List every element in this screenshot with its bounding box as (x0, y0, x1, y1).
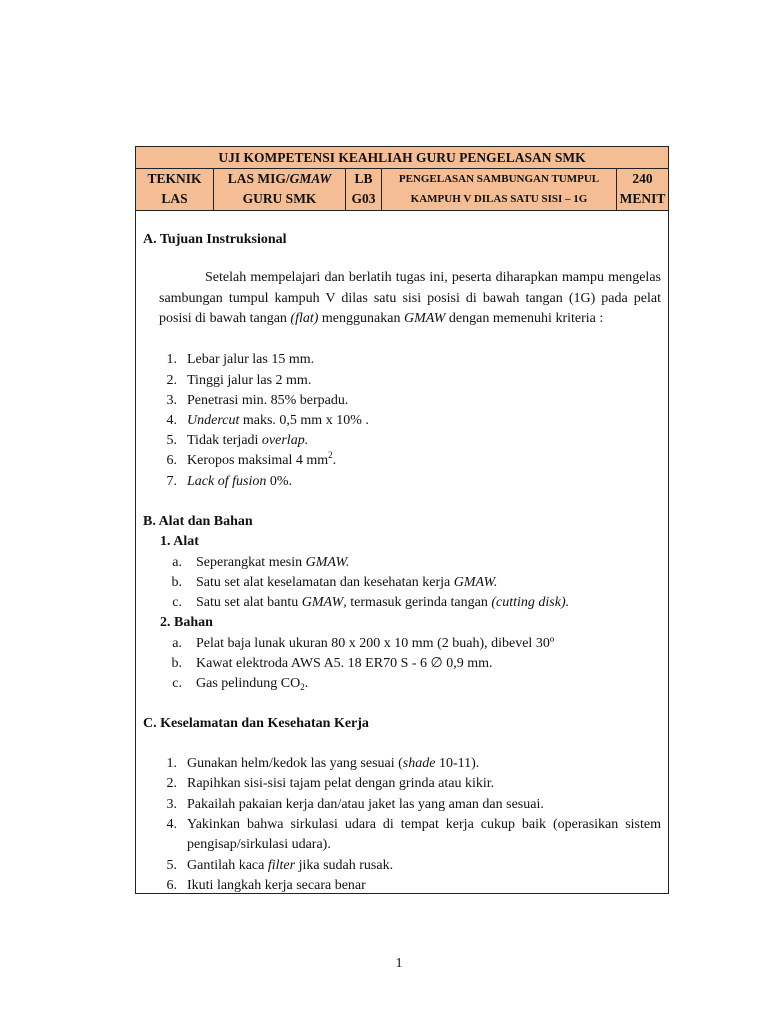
list-item: Lack of fusion 0%. (187, 474, 293, 489)
bahan-heading: 2. Bahan (160, 615, 213, 630)
list-item: Yakinkan bahwa sirkulasi udara di tempat kerja cukup baik (operasikan sistem (187, 817, 661, 832)
list-item: Lebar jalur las 15 mm. (187, 352, 315, 367)
section-c-heading: C. Keselamatan dan Kesehatan Kerja (143, 716, 369, 731)
section-a-heading: A. Tujuan Instruksional (143, 232, 287, 247)
list-item: Tinggi jalur las 2 mm. (187, 373, 312, 388)
page-number: 1 (395, 956, 403, 971)
alat-heading: 1. Alat (160, 534, 199, 549)
list-item: Pelat baja lunak ukuran 80 x 200 x 10 mm (2 buah), dibevel 30º (196, 636, 555, 651)
header-cell-process: LAS MIG/GMAW GURU SMK (213, 169, 345, 210)
document-page: UJI KOMPETENSI KEAHLIAH GURU PENGELASAN SMK TEKNIK LAS LAS MIG/GMAW GURU SMK LB G03 PENGELASAN SAMBUNGAN TUMPUL KAMPUH V DILAS SATU SISI – 1G 240 MENIT A. Tujuan Instruksional Setelah mempelajari dan berlatih tugas ini, peserta diharapkan mampu mengelas sambungan tumpul kampuh V dilas satu sisi posisi di bawah tangan (1G) pada pelat posisi di bawah tangan (flat) menggunakan GMAW dengan memenuhi kriteria : 1. Lebar jalur las 15 mm. 2. Tinggi jalur las 2 mm. 3. Penetrasi min. 85% berpadu. 4. Undercut maks. 0,5 mm x 10% . 5. Tidak terjadi overlap. 6. Keropos maksimal 4 $mm^2$. 7. Lack of fusion 0%. B. Alat dan Bahan 1. Alat a. Seperangkat mesin GMAW. b. Satu set alat keselamatan dan kesehatan kerja GMAW. c. Satu set alat bantu GMAW, termasuk gerinda tangan (cutting disk). 2. Bahan a. Pelat baja lunak ukuran 80 x 200 x 10 mm (2 buah), dibevel 30º b. Kawat elektroda AWS A5. 18 ER70 S - 6 ∅ 0,9 mm. c. Gas pelindung $CO_2$. C. Keselamatan dan Kesehatan Kerja 1. Gunakan helm/kedok las yang sesuai (shade 10-11). 2. Rapihkan sisi-sisi tajam pelat dengan grinda atau kikir. 3. Pakailah pakaian kerja dan/atau jaket las yang aman dan sesuai. 4. Yakinkan bahwa sirkulasi udara di tempat kerja cukup baik (operasikan sistem pengisap/sirkulasi udara). 5. Gantilah kaca filter jika sudah rusak. 6. Ikuti langkah kerja secara benar 1 (0, 0, 768, 1024)
header-cell-code: LB G03 (345, 169, 381, 210)
list-item: Penetrasi min. 85% berpadu. (187, 393, 349, 408)
list-item: Kawat elektroda AWS A5. 18 ER70 S - 6 ∅ 0,9 mm. (196, 656, 493, 671)
list-item: Rapihkan sisi-sisi tajam pelat dengan grinda atau kikir. (187, 776, 495, 791)
list-item: Ikuti langkah kerja secara benar (187, 878, 366, 893)
list-item: Satu set alat keselamatan dan kesehatan kerja GMAW. (196, 575, 498, 590)
header-cell-task: PENGELASAN SAMBUNGAN TUMPUL KAMPUH V DILAS SATU SISI – 1G (381, 169, 616, 210)
header-cell-field: TEKNIK LAS (147, 171, 202, 206)
list-item: Undercut maks. 0,5 mm x 10% . (187, 413, 369, 428)
header-cell-duration: 240 MENIT (616, 169, 668, 210)
list-item-continuation: pengisap/sirkulasi udara). (187, 837, 331, 852)
list-item: Tidak terjadi overlap. (187, 433, 309, 448)
list-item: Pakailah pakaian kerja dan/atau jaket las yang aman dan sesuai. (187, 797, 544, 812)
list-item: Seperangkat mesin GMAW. (196, 555, 350, 570)
list-item: Keropos maksimal 4 $mm^2$. (187, 450, 337, 468)
list-item: Gas pelindung $CO_2$. (196, 676, 309, 692)
list-item: Gantilah kaca filter jika sudah rusak. (187, 858, 394, 873)
header-title: UJI KOMPETENSI KEAHLIAH GURU PENGELASAN SMK (136, 147, 668, 169)
list-item: Gunakan helm/kedok las yang sesuai (shade 10-11). (187, 756, 480, 771)
section-b-heading: B. Alat dan Bahan (143, 514, 253, 529)
list-item: Satu set alat bantu GMAW, termasuk gerinda tangan (cutting disk). (196, 595, 570, 610)
section-a-paragraph: Setelah mempelajari dan berlatih tugas ini, peserta diharapkan mampu mengelas sambungan tumpul kampuh V dilas satu sisi posisi di bawah tangan (1G) pada pelat posisi di bawah tangan (flat) menggunakan GMAW dengan memenuhi kriteria : (159, 270, 661, 326)
header-table (136, 147, 668, 211)
